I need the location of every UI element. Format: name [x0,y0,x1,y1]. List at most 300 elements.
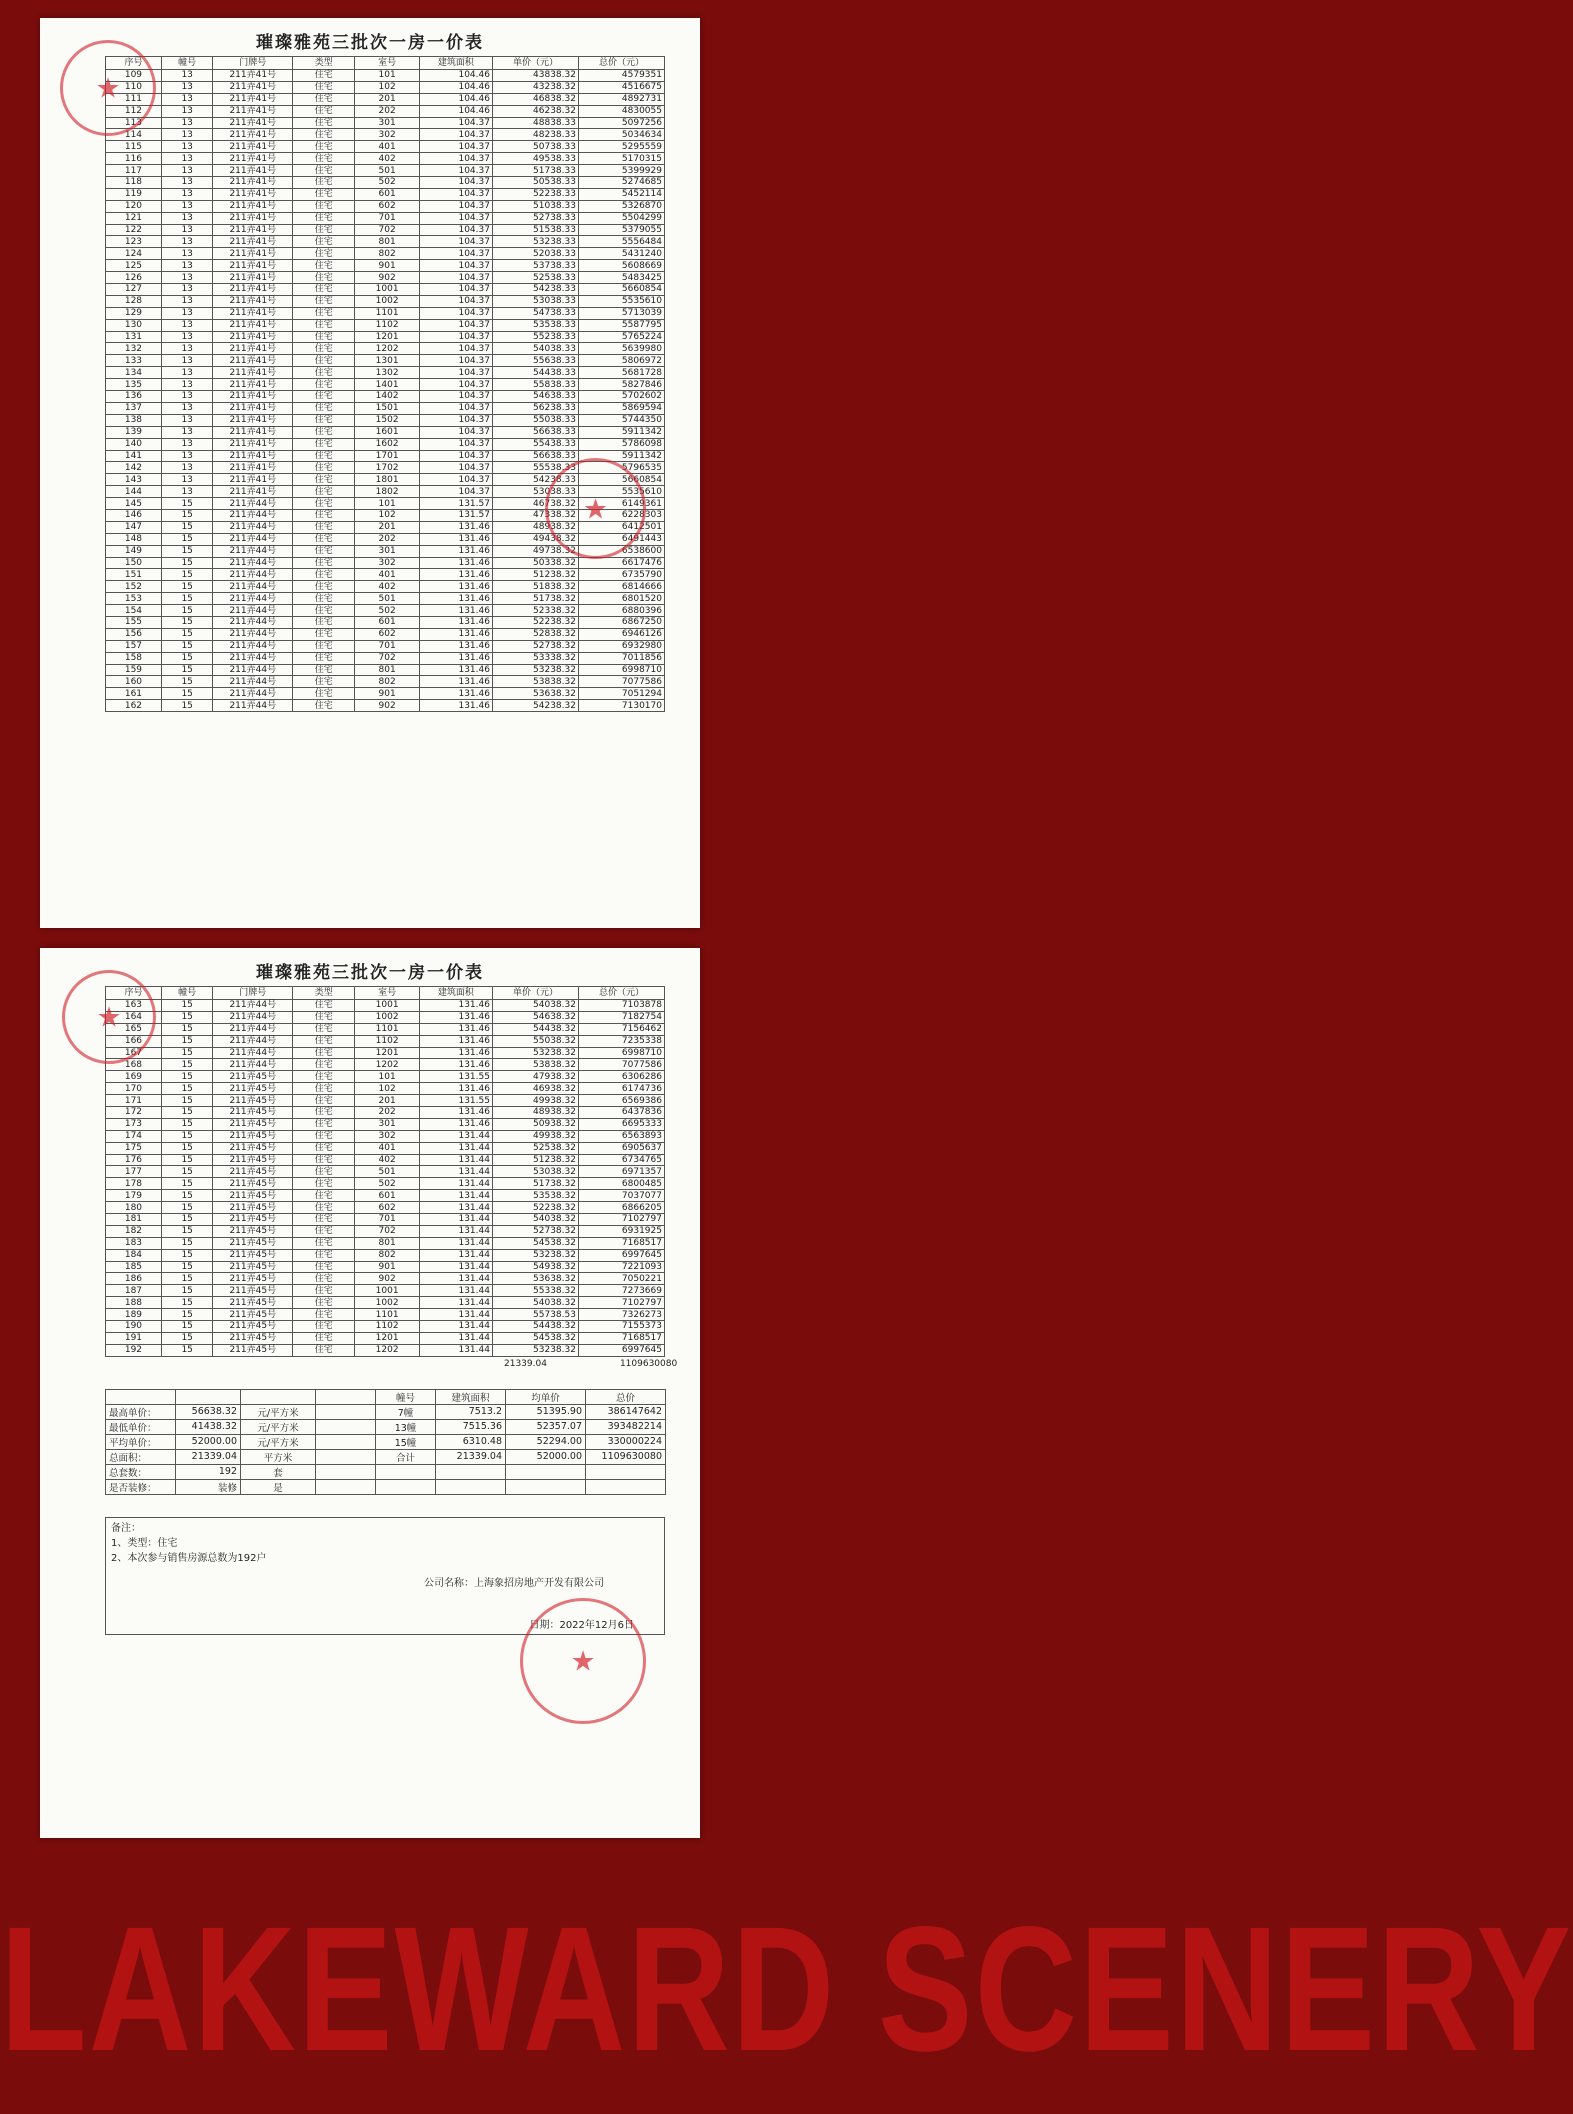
table-cell: 13 [161,438,213,450]
table-cell: 1101 [355,1309,420,1321]
table-cell: 104.37 [419,355,492,367]
table-cell: 131.46 [419,664,492,676]
table-cell: 5786098 [578,438,664,450]
table-cell: 131 [106,331,162,343]
table-cell: 54038.33 [492,343,578,355]
table-cell: 52738.32 [492,640,578,652]
table-cell: 55738.53 [492,1309,578,1321]
table-row [106,93,665,105]
table-cell: 502 [355,177,420,189]
table-cell: 55438.33 [492,438,578,450]
table-cell: 住宅 [293,391,355,403]
table-cell: 104.37 [419,141,492,153]
table-cell: 住宅 [293,605,355,617]
table-cell: 15 [161,1107,213,1119]
table-cell: 15 [161,640,213,652]
table-cell: 15 [161,1118,213,1130]
table-cell: 46838.32 [492,93,578,105]
table-cell: 7051294 [578,688,664,700]
table-cell: 117 [106,165,162,177]
table-cell: 15 [161,533,213,545]
table-cell: 113 [106,117,162,129]
table-cell: 131.46 [419,628,492,640]
table-cell: 211弄44号 [213,616,293,628]
table-cell: 住宅 [293,129,355,141]
table-row [106,236,665,248]
table-cell: 住宅 [293,498,355,510]
table-cell: 159 [106,664,162,676]
table-cell: 53238.33 [492,236,578,248]
table-cell: 1101 [355,1023,420,1035]
table-cell: 4892731 [578,93,664,105]
table-cell: 住宅 [293,177,355,189]
table-cell: 163 [106,1000,162,1012]
table-cell: 131.44 [419,1285,492,1297]
table-cell: 211弄44号 [213,676,293,688]
table-cell: 131.46 [419,1118,492,1130]
table-cell: 401 [355,141,420,153]
table-cell: 115 [106,141,162,153]
table-cell: 6998710 [578,664,664,676]
table-cell: 131.46 [419,688,492,700]
table-cell: 7273669 [578,1285,664,1297]
table-cell: 住宅 [293,664,355,676]
table-cell: 52338.32 [492,605,578,617]
table-cell: 190 [106,1321,162,1333]
table-cell: 211弄44号 [213,1000,293,1012]
table-cell: 211弄44号 [213,628,293,640]
table-cell: 6880396 [578,605,664,617]
table-cell: 801 [355,664,420,676]
table-cell: 最高单价： [106,1404,176,1419]
table-cell: 1001 [355,284,420,296]
table-cell: 189 [106,1309,162,1321]
table-cell: 15 [161,557,213,569]
table-cell: 131.44 [419,1344,492,1356]
table-cell: 124 [106,248,162,260]
table-cell: 1201 [355,1332,420,1344]
table-cell: 131.46 [419,521,492,533]
table-row [106,1023,665,1035]
table-cell: 179 [106,1190,162,1202]
table-cell: 54038.32 [492,1000,578,1012]
table-cell: 13 [161,93,213,105]
table-cell: 55838.33 [492,379,578,391]
table-cell: 211弄44号 [213,664,293,676]
table-cell: 165 [106,1023,162,1035]
table-cell: 136 [106,391,162,403]
table-cell: 131.44 [419,1297,492,1309]
table-cell: 402 [355,1154,420,1166]
table-row [106,331,665,343]
table-cell: 5274685 [578,177,664,189]
table-row [106,402,665,414]
table-cell: 211弄45号 [213,1154,293,1166]
table-cell: 211弄45号 [213,1190,293,1202]
table-cell: 330000224 [586,1434,666,1449]
table-cell: 7235338 [578,1035,664,1047]
table-row [106,1332,665,1344]
table-cell: 52238.33 [492,188,578,200]
table-cell: 住宅 [293,1023,355,1035]
table-cell: 139 [106,426,162,438]
table-cell: 104.46 [419,81,492,93]
table-cell: 住宅 [293,1225,355,1237]
table-cell: 住宅 [293,331,355,343]
table-cell: 49538.33 [492,153,578,165]
table-cell: 住宅 [293,593,355,605]
table-cell: 131.46 [419,581,492,593]
table-cell: 185 [106,1261,162,1273]
table-cell: 211弄44号 [213,545,293,557]
table-cell: 601 [355,188,420,200]
col-header: 类型 [293,57,355,70]
table-cell: 211弄45号 [213,1225,293,1237]
notes-line-2: 2、本次参与销售房源总数为192户 [111,1552,267,1564]
table-row [106,628,665,640]
table-cell: 6971357 [578,1166,664,1178]
table-cell: 145 [106,498,162,510]
table-cell: 53538.32 [492,1190,578,1202]
table-cell: 15幢 [376,1434,436,1449]
table-cell: 5681728 [578,367,664,379]
table-cell: 131.46 [419,1023,492,1035]
table-cell: 住宅 [293,1047,355,1059]
table-cell: 15 [161,1214,213,1226]
table-cell: 住宅 [293,70,355,82]
table-cell: 601 [355,616,420,628]
table-cell: 住宅 [293,676,355,688]
table-cell: 802 [355,248,420,260]
table-row [106,105,665,117]
table-row [106,1178,665,1190]
table-cell: 住宅 [293,284,355,296]
table-cell: 104.37 [419,260,492,272]
table-cell: 702 [355,1225,420,1237]
table-cell: 15 [161,581,213,593]
table-cell: 4516675 [578,81,664,93]
table-cell: 6617476 [578,557,664,569]
table-cell: 13 [161,260,213,272]
table-cell: 1702 [355,462,420,474]
table-row [106,1237,665,1249]
table-cell: 211弄44号 [213,700,293,712]
table-cell: 54438.32 [492,1023,578,1035]
table-cell: 5379055 [578,224,664,236]
summary-row [106,1464,666,1479]
table-row [106,1249,665,1261]
table-cell: 15 [161,593,213,605]
table-cell: 52238.32 [492,1202,578,1214]
table-cell: 211弄44号 [213,1059,293,1071]
table-cell: 141 [106,450,162,462]
table-cell: 501 [355,165,420,177]
table-cell: 55038.33 [492,414,578,426]
table-cell: 102 [355,81,420,93]
table-cell: 104.37 [419,284,492,296]
table-cell: 211弄44号 [213,1023,293,1035]
table-cell: 131.46 [419,676,492,688]
table-cell: 15 [161,545,213,557]
table-cell: 211弄44号 [213,521,293,533]
table-cell: 52294.00 [506,1434,586,1449]
table-cell: 1601 [355,426,420,438]
table-cell: 住宅 [293,367,355,379]
table-cell: 5806972 [578,355,664,367]
table-cell: 住宅 [293,81,355,93]
table-cell: 住宅 [293,1011,355,1023]
table-cell: 13 [161,474,213,486]
table-row [106,70,665,82]
table-cell: 702 [355,224,420,236]
table-cell: 50538.33 [492,177,578,189]
table-cell: 601 [355,1190,420,1202]
table-cell: 4830055 [578,105,664,117]
table-cell: 211弄45号 [213,1249,293,1261]
summary-header-cell [176,1389,241,1404]
table-cell: 104.37 [419,165,492,177]
table-cell: 211弄41号 [213,474,293,486]
table-cell: 54238.33 [492,474,578,486]
table-cell: 401 [355,569,420,581]
table-row [106,605,665,617]
table-cell: 158 [106,652,162,664]
table-cell: 126 [106,272,162,284]
table-cell: 46938.32 [492,1083,578,1095]
table-row [106,224,665,236]
table-cell: 15 [161,1059,213,1071]
table-row [106,1035,665,1047]
table-cell: 5535610 [578,486,664,498]
table-cell: 套 [241,1464,316,1479]
table-cell [316,1404,376,1419]
table-cell: 住宅 [293,200,355,212]
table-cell: 211弄45号 [213,1166,293,1178]
table-cell: 15 [161,1130,213,1142]
table-cell: 148 [106,533,162,545]
table-cell: 131.57 [419,498,492,510]
table-cell: 13 [161,153,213,165]
table-cell: 49438.32 [492,533,578,545]
table-cell: 住宅 [293,640,355,652]
table-cell: 6801520 [578,593,664,605]
table-cell: 住宅 [293,1249,355,1261]
table-row [106,260,665,272]
table-cell: 住宅 [293,1059,355,1071]
table-cell: 801 [355,236,420,248]
table-cell: 53038.33 [492,486,578,498]
company-seal-stamp [60,40,156,136]
table-cell: 7102797 [578,1214,664,1226]
table-cell: 701 [355,640,420,652]
table-cell: 104.37 [419,153,492,165]
table-cell: 51238.32 [492,1154,578,1166]
table-cell: 211弄41号 [213,402,293,414]
table-cell: 15 [161,1344,213,1356]
table-cell: 6569386 [578,1095,664,1107]
table-body-page-1 [106,70,665,712]
table-cell: 5483425 [578,272,664,284]
table-cell: 54038.32 [492,1214,578,1226]
table-cell: 202 [355,533,420,545]
table-cell: 211弄41号 [213,379,293,391]
table-row [106,1344,665,1356]
table-cell: 173 [106,1118,162,1130]
table-cell: 6931925 [578,1225,664,1237]
table-row [106,248,665,260]
table-cell: 住宅 [293,628,355,640]
table-cell: 54438.33 [492,367,578,379]
table-cell: 104.37 [419,367,492,379]
table-cell: 801 [355,1237,420,1249]
table-cell: 7513.2 [436,1404,506,1419]
table-cell: 51395.90 [506,1404,586,1419]
table-cell: 211弄44号 [213,605,293,617]
table-cell: 114 [106,129,162,141]
table-cell: 住宅 [293,688,355,700]
table-cell: 13 [161,450,213,462]
table-cell: 211弄41号 [213,272,293,284]
table-cell: 211弄44号 [213,1035,293,1047]
table-cell: 56238.33 [492,402,578,414]
table-cell: 211弄44号 [213,569,293,581]
table-cell: 104.37 [419,426,492,438]
table-cell: 54638.33 [492,391,578,403]
table-cell: 52038.33 [492,248,578,260]
table-cell: 48838.33 [492,117,578,129]
table-cell: 104.37 [419,188,492,200]
table-cell: 13 [161,188,213,200]
table-cell: 1002 [355,295,420,307]
table-cell: 131.44 [419,1273,492,1285]
table-cell: 101 [355,70,420,82]
table-cell: 147 [106,521,162,533]
table-row [106,81,665,93]
table-row [106,284,665,296]
table-row [106,153,665,165]
table-cell: 5660854 [578,284,664,296]
table-row [106,652,665,664]
table-row [106,1142,665,1154]
table-row [106,319,665,331]
table-cell: 110 [106,81,162,93]
table-cell: 188 [106,1297,162,1309]
table-cell: 住宅 [293,402,355,414]
table-cell: 1302 [355,367,420,379]
table-cell: 7幢 [376,1404,436,1419]
table-cell: 5713039 [578,307,664,319]
table-cell: 211弄41号 [213,486,293,498]
table-cell: 5399929 [578,165,664,177]
table-cell: 55538.33 [492,462,578,474]
table-row [106,1285,665,1297]
table-cell: 住宅 [293,652,355,664]
table-row [106,688,665,700]
table-cell: 住宅 [293,236,355,248]
table-cell: 6174736 [578,1083,664,1095]
table-cell: 211弄44号 [213,1011,293,1023]
table-cell: 211弄45号 [213,1285,293,1297]
table-cell: 住宅 [293,1321,355,1333]
table-cell: 住宅 [293,557,355,569]
table-cell: 160 [106,676,162,688]
table-cell: 131.46 [419,1059,492,1071]
table-cell: 1502 [355,414,420,426]
table-row [106,177,665,189]
table-cell: 131.44 [419,1309,492,1321]
table-cell: 211弄45号 [213,1130,293,1142]
table-cell: 701 [355,212,420,224]
table-cell: 5796535 [578,462,664,474]
table-cell: 6814666 [578,581,664,593]
table-cell: 住宅 [293,343,355,355]
table-cell: 15 [161,628,213,640]
table-cell: 104.37 [419,391,492,403]
table-cell: 167 [106,1047,162,1059]
table-cell: 104.37 [419,177,492,189]
table-cell: 6998710 [578,1047,664,1059]
table-cell [506,1479,586,1494]
table-cell: 住宅 [293,1261,355,1273]
table-cell: 116 [106,153,162,165]
table-cell: 13 [161,224,213,236]
table-cell: 53538.33 [492,319,578,331]
table-cell: 131.46 [419,1035,492,1047]
table-cell: 15 [161,676,213,688]
table-cell: 211弄45号 [213,1237,293,1249]
table-cell: 7011856 [578,652,664,664]
table-cell: 住宅 [293,509,355,521]
table-header [106,987,665,1000]
table-cell: 52738.32 [492,1225,578,1237]
table-cell: 211弄41号 [213,153,293,165]
table-cell: 住宅 [293,569,355,581]
table-cell: 131.46 [419,700,492,712]
table-cell: 211弄41号 [213,224,293,236]
table-cell: 7050221 [578,1273,664,1285]
table-cell: 211弄41号 [213,295,293,307]
table-cell: 402 [355,581,420,593]
table-cell: 104.37 [419,248,492,260]
table-cell: 13 [161,414,213,426]
table-cell: 104.37 [419,343,492,355]
summary-row [106,1479,666,1494]
table-cell: 49738.32 [492,545,578,557]
table-cell: 55338.32 [492,1285,578,1297]
table-cell: 120 [106,200,162,212]
table-cell: 902 [355,1273,420,1285]
table-cell: 1402 [355,391,420,403]
table-cell: 161 [106,688,162,700]
table-row [106,1297,665,1309]
table-cell: 104.37 [419,379,492,391]
table-cell: 54538.32 [492,1237,578,1249]
table-cell: 15 [161,1225,213,1237]
table-cell: 15 [161,652,213,664]
table-cell: 54938.32 [492,1261,578,1273]
table-cell: 住宅 [293,1309,355,1321]
table-cell: 104.37 [419,402,492,414]
table-cell [436,1464,506,1479]
table-row [106,557,665,569]
table-cell: 5765224 [578,331,664,343]
table-cell: 住宅 [293,1190,355,1202]
table-cell: 51238.32 [492,569,578,581]
table-cell: 52357.07 [506,1419,586,1434]
table-cell: 1701 [355,450,420,462]
table-cell: 合计 [376,1449,436,1464]
table-cell [506,1464,586,1479]
